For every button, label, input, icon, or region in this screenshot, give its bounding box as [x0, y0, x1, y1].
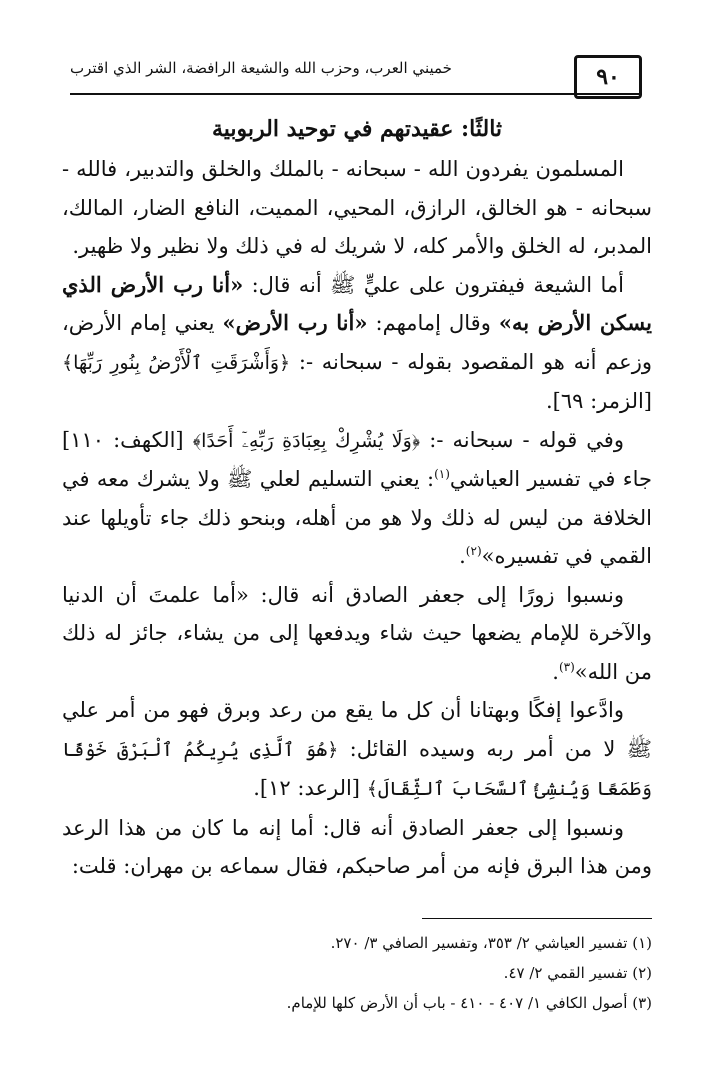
footnote-1: (١) تفسير العياشي ٢/ ٣٥٣، وتفسير الصافي ٣/ ٢٧٠.	[330, 934, 652, 952]
paragraph-3-end: .	[459, 544, 466, 568]
paragraph-4-end: .	[552, 659, 559, 684]
footnote-2: (٢) تفسير القمي ٢/ ٤٧.	[503, 964, 652, 982]
quote-rab-al-ard-2: «أنا رب الأرض»	[222, 310, 368, 335]
paragraph-4-text: ونسبوا زورًا إلى جعفر الصادق أنه قال: «أما علمتَ أن الدنيا والآخرة للإمام يضعها حيث شاء ويدفعها إلى من يشاء، جائز له ذلك من الله»	[62, 582, 652, 684]
quote-rab-al-ard-1: «أنا رب الأرض الذي يسكن الأرض به»	[62, 271, 652, 335]
paragraph-3-text-b: جاء في تفسير العياشي	[449, 467, 652, 491]
verse-ref-rad: [الرعد: ١٢].	[253, 776, 367, 800]
quran-verse-rad: ﴿هُوَ ٱلَّذِى يُرِيكُمُ ٱلْبَرْقَ خَوْفًا وَطَمَعًا وَيُنشِئُ ٱلسَّحَابَ ٱلثِّقَالَ﴾	[62, 738, 652, 800]
body-text	[62, 112, 652, 886]
paragraph-2-text-c: يعني إمام الأرض، وزعم أنه هو المقصود بقوله - سبحانه -:	[62, 311, 652, 374]
paragraph-1: المسلمون يفردون الله - سبحانه - بالملك والخلق والتدبير، فالله - سبحانه - هو الخالق، الرازق، المحيي، المميت، النافع الضار، المالك، المدبر، له الخلق والأمر كله، لا شريك له في ذلك ولا نظير ولا ظهير.	[62, 157, 652, 258]
verse-ref-kahf: [الكهف: ١١٠]	[62, 427, 193, 452]
running-title: خميني العرب، وحزب الله والشيعة الرافضة، الشر الذي اقترب	[70, 59, 452, 77]
footnote-marker-3[interactable]: (٣)	[558, 659, 575, 674]
paragraph-2-text-b: وقال إمامهم:	[367, 311, 499, 335]
paragraph-4	[62, 576, 652, 692]
footnote-separator	[422, 918, 652, 919]
verse-ref-zumar: [الزمر: ٦٩].	[545, 389, 652, 413]
paragraph-2-text-a: أما الشيعة فيفترون على عليٍّ ﷺ أنه قال:	[243, 272, 624, 297]
page-header	[70, 55, 642, 101]
paragraph-3-text-a: وفي قوله - سبحانه -:	[420, 427, 624, 452]
page-number: ٩٠	[574, 55, 642, 99]
paragraph-5-text: وادَّعوا إفكًا وبهتانا أن كل ما يقع من رعد وبرق فهو من أمر علي ﷺ لا من أمر ربه وسيده القائل:	[62, 698, 652, 761]
paragraph-3	[62, 421, 652, 576]
section-title: ثالثًا: عقيدتهم في توحيد الربوبية	[211, 116, 503, 142]
paragraph-3-text-c: : يعني التسليم لعلي ﷺ ولا يشرك معه في الخلافة من ليس له ذلك ولا هو من أهله، وبنحو ذلك جاء تأويلها عند القمي في تفسيره»	[62, 467, 652, 568]
quran-verse-kahf: ﴿وَلَا يُشْرِكْ بِعِبَادَةِ رَبِّهِۦٓ أَحَدًا﴾	[192, 429, 421, 452]
paragraph-6: ونسبوا إلى جعفر الصادق أنه قال: أما إنه ما كان من هذا الرعد ومن هذا البرق فإنه من أمر صاحبكم، فقال سماعه بن مهران: قلت:	[62, 815, 652, 878]
paragraph-2	[62, 266, 652, 421]
footnote-marker-2[interactable]: (٢)	[465, 544, 482, 558]
paragraph-5	[62, 691, 652, 809]
footnote-3: (٣) أصول الكافي ١/ ٤٠٧ - ٤١٠ - باب أن الأرض كلها للإمام.	[286, 994, 652, 1012]
footnotes	[62, 928, 652, 1018]
header-rule	[70, 93, 642, 95]
footnote-marker-1[interactable]: (١)	[434, 467, 450, 481]
quran-verse-zumar: ﴿وَأَشْرَقَتِ ٱلْأَرْضُ بِنُورِ رَبِّهَا﴾	[62, 351, 291, 374]
